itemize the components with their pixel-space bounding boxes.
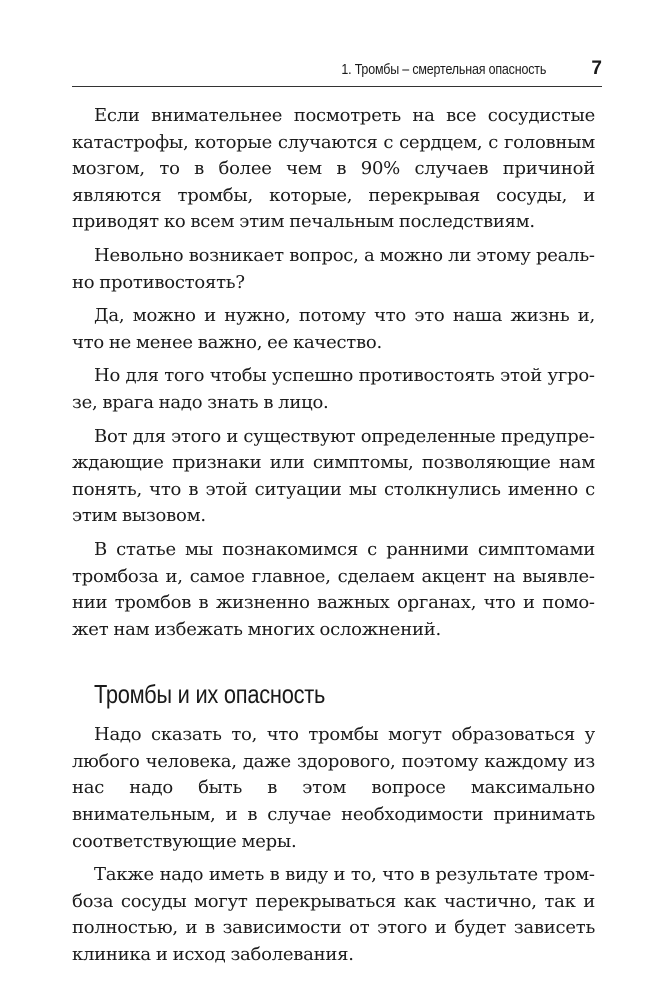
paragraph: Вот для этого и существуют определенные предупреждающие признаки или симптомы, позволяющие нам понять, что в этой ситуации мы столкнулись именно с этим вызовом. — [72, 425, 595, 527]
paragraph: В статье мы познакомимся с ранними симптомами тромбоза и, самое главное, сделаем акцент на выявлении тромбов в жизненно важных органах, что и поможет нам избежать многих осложнений. — [72, 538, 595, 640]
paragraph: Также надо иметь в виду и то, что в результате тромбоза сосуды могут перекрываться как частично, так и полностью, и в зависимости от этого и будет зависеть клиника и исход заболевания. — [72, 864, 595, 966]
page-header — [72, 56, 602, 87]
page-body — [72, 103, 595, 976]
paragraph: Если внимательнее посмотреть на все сосудистые катастрофы, которые случаются с сердцем, с головным мозгом, то в более чем в 90% случаев причиной являются тромбы, которые, перекрывая сосуды, и приводят ко всем этим печальным последствиям. — [72, 105, 595, 233]
section-heading: Тромбы и их опасность — [94, 679, 326, 710]
paragraph: Невольно возникает вопрос, а можно ли этому реально противостоять? — [72, 244, 595, 293]
paragraph: Надо сказать то, что тромбы могут образоваться у любого человека, даже здорового, поэтому каждому из нас надо быть в этом вопросе максимально внимательным, и в случае необходимости принимать соответствующие меры. — [72, 724, 595, 852]
paragraph: Да, можно и нужно, потому что это наша жизнь и, что не менее важно, ее качество. — [72, 305, 595, 353]
running-title: 1. Тромбы – смертельная опасность — [341, 62, 546, 78]
paragraph: Но для того чтобы успешно противостоять этой угрозе, врага надо знать в лицо. — [72, 365, 595, 413]
page-number: 7 — [591, 58, 602, 79]
